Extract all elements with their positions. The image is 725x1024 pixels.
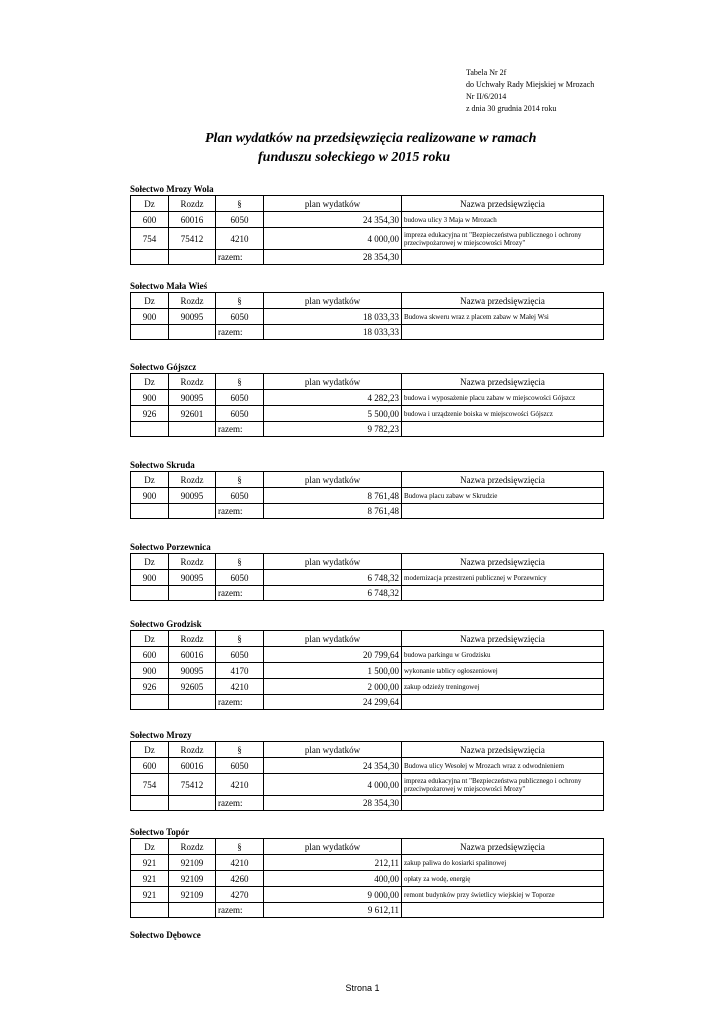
empty-cell	[402, 325, 604, 340]
total-row	[131, 695, 604, 710]
expense-table	[130, 373, 604, 437]
cell-name: budowa parkingu w Grodzisku	[402, 647, 604, 663]
total-label: razem:	[216, 796, 264, 811]
empty-cell	[169, 325, 216, 340]
cell-dz: 600	[131, 758, 169, 774]
cell-rozdz: 90095	[169, 309, 216, 325]
table-row	[131, 774, 604, 796]
column-header-par: §	[216, 742, 264, 758]
cell-rozdz: 60016	[169, 758, 216, 774]
empty-cell	[402, 504, 604, 519]
cell-plan: 20 799,64	[264, 647, 402, 663]
empty-cell	[169, 796, 216, 811]
cell-dz: 600	[131, 647, 169, 663]
header-line: do Uchwały Rady Miejskiej w Mrozach	[466, 80, 595, 89]
cell-rozdz: 90095	[169, 570, 216, 586]
empty-cell	[169, 695, 216, 710]
column-header-name: Nazwa przedsięwzięcia	[402, 293, 604, 309]
column-header-plan: plan wydatków	[264, 554, 402, 570]
cell-plan: 400,00	[264, 871, 402, 887]
empty-cell	[131, 422, 169, 437]
table-row	[131, 228, 604, 250]
column-header-plan: plan wydatków	[264, 374, 402, 390]
cell-plan: 9 000,00	[264, 887, 402, 903]
empty-cell	[169, 422, 216, 437]
column-header-name: Nazwa przedsięwzięcia	[402, 374, 604, 390]
cell-par: 6050	[216, 647, 264, 663]
empty-cell	[169, 586, 216, 601]
empty-cell	[402, 695, 604, 710]
table-row	[131, 758, 604, 774]
column-header-par: §	[216, 196, 264, 212]
column-header-rozdz: Rozdz	[169, 839, 216, 855]
cell-name: budowa i wyposażenie placu zabaw w miejscowości Gójszcz	[402, 390, 604, 406]
empty-cell	[169, 903, 216, 918]
total-label: razem:	[216, 903, 264, 918]
cell-rozdz: 90095	[169, 663, 216, 679]
cell-rozdz: 92601	[169, 406, 216, 422]
cell-name: zakup odzieży treningowej	[402, 679, 604, 695]
cell-name: Budowa placu zabaw w Skrudzie	[402, 488, 604, 504]
cell-rozdz: 92109	[169, 855, 216, 871]
table-header-row	[131, 374, 604, 390]
cell-plan: 8 761,48	[264, 488, 402, 504]
cell-rozdz: 92109	[169, 887, 216, 903]
column-header-dz: Dz	[131, 839, 169, 855]
cell-dz: 926	[131, 406, 169, 422]
section-title: Sołectwo Mrozy	[130, 730, 192, 740]
total-label: razem:	[216, 586, 264, 601]
column-header-name: Nazwa przedsięwzięcia	[402, 742, 604, 758]
cell-dz: 926	[131, 679, 169, 695]
table-header-row	[131, 196, 604, 212]
table-header-row	[131, 472, 604, 488]
table-header-row	[131, 293, 604, 309]
total-value: 8 761,48	[264, 504, 402, 519]
total-label: razem:	[216, 422, 264, 437]
cell-par: 4170	[216, 663, 264, 679]
cell-rozdz: 92605	[169, 679, 216, 695]
section-block	[130, 826, 603, 918]
column-header-rozdz: Rozdz	[169, 742, 216, 758]
title-line-2: funduszu sołeckiego w 2015 roku	[258, 150, 451, 165]
section-title: Sołectwo Topór	[130, 827, 190, 837]
column-header-rozdz: Rozdz	[169, 554, 216, 570]
page-number: Strona 1	[345, 983, 380, 993]
cell-name: zakup paliwa do kosiarki spalinowej	[402, 855, 604, 871]
empty-cell	[169, 250, 216, 265]
total-label: razem:	[216, 504, 264, 519]
total-row	[131, 903, 604, 918]
column-header-name: Nazwa przedsięwzięcia	[402, 196, 604, 212]
cell-dz: 754	[131, 228, 169, 250]
section-title: Sołectwo Mała Wieś	[130, 281, 208, 291]
table-header-row	[131, 839, 604, 855]
title-line-1: Plan wydatków na przedsięwzięcia realizowane w ramach	[205, 131, 537, 146]
column-header-dz: Dz	[131, 374, 169, 390]
total-label: razem:	[216, 695, 264, 710]
total-label: razem:	[216, 250, 264, 265]
cell-par: 6050	[216, 406, 264, 422]
cell-rozdz: 60016	[169, 212, 216, 228]
column-header-plan: plan wydatków	[264, 196, 402, 212]
cell-dz: 900	[131, 663, 169, 679]
section-title: Sołectwo Grodzisk	[130, 619, 202, 629]
empty-cell	[402, 586, 604, 601]
cell-name: wykonanie tablicy ogłoszeniowej	[402, 663, 604, 679]
page-footer	[0, 983, 725, 993]
cell-plan: 212,11	[264, 855, 402, 871]
column-header-rozdz: Rozdz	[169, 631, 216, 647]
section-block	[130, 280, 603, 340]
section-title: Sołectwo Skruda	[130, 460, 195, 470]
column-header-name: Nazwa przedsięwzięcia	[402, 554, 604, 570]
total-label: razem:	[216, 325, 264, 340]
cell-par: 4210	[216, 774, 264, 796]
cell-par: 6050	[216, 488, 264, 504]
section-block	[130, 361, 603, 437]
column-header-name: Nazwa przedsięwzięcia	[402, 839, 604, 855]
cell-par: 6050	[216, 758, 264, 774]
table-row	[131, 390, 604, 406]
cell-plan: 4 000,00	[264, 774, 402, 796]
column-header-plan: plan wydatków	[264, 293, 402, 309]
column-header-par: §	[216, 839, 264, 855]
section-title: Sołectwo Mrozy Wola	[130, 184, 214, 194]
table-row	[131, 570, 604, 586]
column-header-par: §	[216, 374, 264, 390]
column-header-dz: Dz	[131, 742, 169, 758]
column-header-par: §	[216, 631, 264, 647]
cell-par: 6050	[216, 309, 264, 325]
column-header-dz: Dz	[131, 472, 169, 488]
cell-name: Budowa ulicy Wesołej w Mrozach wraz z odwodnieniem	[402, 758, 604, 774]
cell-par: 6050	[216, 570, 264, 586]
cell-name: budowa ulicy 3 Maja w Mrozach	[402, 212, 604, 228]
section-title: Sołectwo Gójszcz	[130, 362, 197, 372]
cell-name: impreza edukacyjna nt "Bezpieczeństwa publicznego i ochrony przeciwpożarowej w miejscowości Mrozy"	[402, 774, 604, 796]
total-row	[131, 422, 604, 437]
total-row	[131, 325, 604, 340]
cell-par: 6050	[216, 390, 264, 406]
column-header-plan: plan wydatków	[264, 472, 402, 488]
column-header-par: §	[216, 472, 264, 488]
column-header-dz: Dz	[131, 293, 169, 309]
table-row	[131, 887, 604, 903]
total-row	[131, 796, 604, 811]
total-value: 6 748,32	[264, 586, 402, 601]
cell-par: 6050	[216, 212, 264, 228]
cell-plan: 18 033,33	[264, 309, 402, 325]
cell-rozdz: 75412	[169, 774, 216, 796]
cell-name: budowa i urządzenie boiska w miejscowości Gójszcz	[402, 406, 604, 422]
table-row	[131, 488, 604, 504]
empty-cell	[402, 422, 604, 437]
table-row	[131, 647, 604, 663]
cell-dz: 921	[131, 855, 169, 871]
cell-plan: 6 748,32	[264, 570, 402, 586]
section-block	[130, 929, 603, 941]
empty-cell	[131, 796, 169, 811]
section-block	[130, 618, 603, 710]
cell-par: 4270	[216, 887, 264, 903]
column-header-rozdz: Rozdz	[169, 472, 216, 488]
cell-dz: 600	[131, 212, 169, 228]
column-header-plan: plan wydatków	[264, 631, 402, 647]
cell-rozdz: 90095	[169, 488, 216, 504]
cell-plan: 5 500,00	[264, 406, 402, 422]
cell-rozdz: 92109	[169, 871, 216, 887]
empty-cell	[131, 695, 169, 710]
cell-rozdz: 75412	[169, 228, 216, 250]
column-header-dz: Dz	[131, 631, 169, 647]
table-row	[131, 212, 604, 228]
total-value: 18 033,33	[264, 325, 402, 340]
expense-table	[130, 630, 604, 710]
table-row	[131, 309, 604, 325]
total-row	[131, 250, 604, 265]
expense-table	[130, 471, 604, 519]
column-header-dz: Dz	[131, 196, 169, 212]
cell-plan: 2 000,00	[264, 679, 402, 695]
cell-name: opłaty za wodę, energię	[402, 871, 604, 887]
section-title: Sołectwo Porzewnica	[130, 542, 211, 552]
total-value: 9 612,11	[264, 903, 402, 918]
cell-par: 4210	[216, 855, 264, 871]
column-header-par: §	[216, 293, 264, 309]
table-header-row	[131, 631, 604, 647]
table-row	[131, 406, 604, 422]
table-header-row	[131, 554, 604, 570]
empty-cell	[131, 903, 169, 918]
expense-table	[130, 195, 604, 265]
section-block	[130, 541, 603, 601]
table-row	[131, 663, 604, 679]
section-block	[130, 459, 603, 519]
column-header-dz: Dz	[131, 554, 169, 570]
cell-dz: 900	[131, 390, 169, 406]
total-row	[131, 586, 604, 601]
total-value: 9 782,23	[264, 422, 402, 437]
cell-name: remont budynków przy świetlicy wiejskiej w Toporze	[402, 887, 604, 903]
cell-plan: 24 354,30	[264, 212, 402, 228]
cell-dz: 900	[131, 309, 169, 325]
column-header-rozdz: Rozdz	[169, 374, 216, 390]
expense-table	[130, 553, 604, 601]
cell-plan: 1 500,00	[264, 663, 402, 679]
empty-cell	[131, 504, 169, 519]
empty-cell	[169, 504, 216, 519]
expense-table	[130, 838, 604, 918]
document-header	[466, 67, 594, 115]
cell-name: modernizacja przestrzeni publicznej w Porzewnicy	[402, 570, 604, 586]
expense-table	[130, 292, 604, 340]
column-header-name: Nazwa przedsięwzięcia	[402, 631, 604, 647]
column-header-name: Nazwa przedsięwzięcia	[402, 472, 604, 488]
column-header-par: §	[216, 554, 264, 570]
cell-par: 4210	[216, 679, 264, 695]
empty-cell	[131, 325, 169, 340]
empty-cell	[131, 586, 169, 601]
empty-cell	[402, 796, 604, 811]
cell-dz: 900	[131, 488, 169, 504]
total-value: 24 299,64	[264, 695, 402, 710]
section-title: Sołectwo Dębowce	[130, 930, 201, 940]
column-header-rozdz: Rozdz	[169, 293, 216, 309]
empty-cell	[402, 250, 604, 265]
header-line: Nr II/6/2014	[466, 92, 507, 101]
section-block	[130, 729, 603, 811]
cell-dz: 921	[131, 887, 169, 903]
header-line: z dnia 30 grudnia 2014 roku	[466, 104, 557, 113]
column-header-plan: plan wydatków	[264, 839, 402, 855]
cell-par: 4260	[216, 871, 264, 887]
cell-name: impreza edukacyjna nt "Bezpieczeństwa publicznego i ochrony przeciwpożarowej w miejscowości Mrozy"	[402, 228, 604, 250]
column-header-plan: plan wydatków	[264, 742, 402, 758]
cell-rozdz: 60016	[169, 647, 216, 663]
cell-dz: 900	[131, 570, 169, 586]
section-block	[130, 183, 603, 265]
total-value: 28 354,30	[264, 796, 402, 811]
table-header-row	[131, 742, 604, 758]
cell-plan: 24 354,30	[264, 758, 402, 774]
header-line: Tabela Nr 2f	[466, 68, 507, 77]
cell-name: Budowa skweru wraz z placem zabaw w Małej Wsi	[402, 309, 604, 325]
cell-par: 4210	[216, 228, 264, 250]
total-value: 28 354,30	[264, 250, 402, 265]
empty-cell	[402, 903, 604, 918]
cell-plan: 4 000,00	[264, 228, 402, 250]
cell-dz: 754	[131, 774, 169, 796]
empty-cell	[131, 250, 169, 265]
table-row	[131, 871, 604, 887]
expense-table	[130, 741, 604, 811]
total-row	[131, 504, 604, 519]
cell-rozdz: 90095	[169, 390, 216, 406]
table-row	[131, 855, 604, 871]
table-row	[131, 679, 604, 695]
cell-plan: 4 282,23	[264, 390, 402, 406]
column-header-rozdz: Rozdz	[169, 196, 216, 212]
cell-dz: 921	[131, 871, 169, 887]
